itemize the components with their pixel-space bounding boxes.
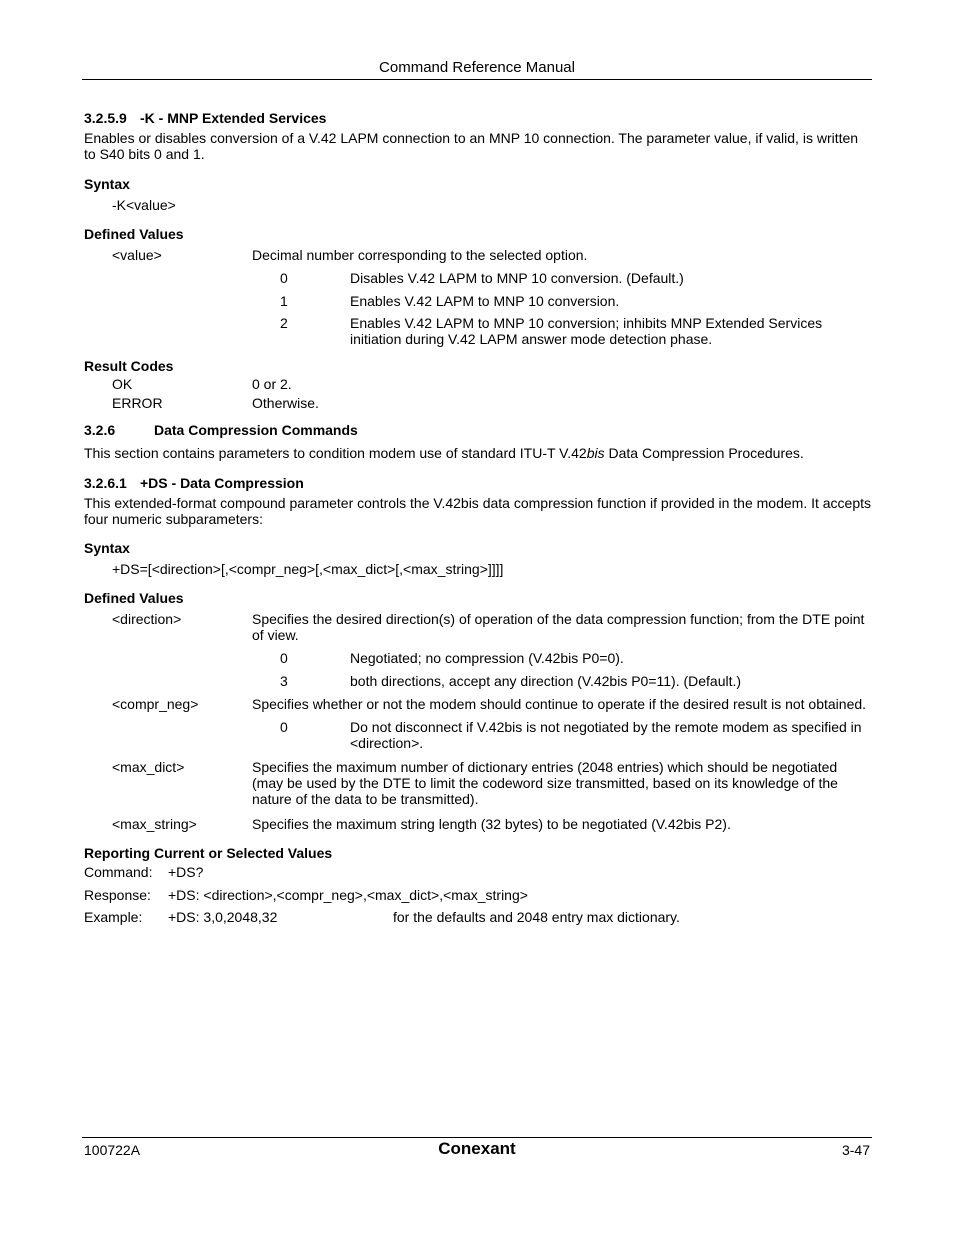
result-code: ERROR	[112, 395, 163, 411]
response-value: +DS: <direction>,<compr_neg>,<max_dict>,<max_string>	[168, 887, 528, 903]
defined-value-row	[84, 247, 872, 263]
section-number: 3.2.6	[84, 422, 116, 438]
syntax-heading: Syntax	[84, 176, 130, 192]
section-number: 3.2.5.9	[84, 110, 127, 126]
response-label: Response:	[84, 887, 151, 903]
header-rule	[82, 79, 872, 80]
syntax-text: +DS=[<direction>[,<compr_neg>[,<max_dict>[,<max_string>]]]]	[112, 561, 504, 577]
reporting-row	[84, 864, 872, 880]
footer-rule	[82, 1137, 872, 1138]
reporting-row	[84, 887, 872, 903]
option-row	[84, 315, 872, 347]
page-content	[84, 110, 872, 925]
option-row	[84, 650, 872, 666]
direction-description: Specifies the desired direction(s) of operation of the data compression function; from the DTE point of view.	[252, 611, 865, 643]
defined-values-heading: Defined Values	[84, 226, 184, 242]
option-value: Disables V.42 LAPM to MNP 10 conversion. (Default.)	[350, 270, 684, 286]
option-row	[84, 293, 872, 309]
max-string-description: Specifies the maximum string length (32 bytes) to be negotiated (V.42bis P2).	[252, 816, 731, 832]
command-label: Command:	[84, 864, 153, 880]
section-heading-326	[84, 422, 872, 438]
syntax-heading: Syntax	[84, 540, 130, 556]
section-intro: This extended-format compound parameter controls the V.42bis data compression function if provided in the modem. It accepts four numeric subparameters:	[84, 495, 872, 527]
direction-label: <direction>	[112, 611, 182, 627]
option-value: Enables V.42 LAPM to MNP 10 conversion; inhibits MNP Extended Services initiation during V.42 LAPM answer mode detection phase.	[350, 315, 823, 347]
section-number: 3.2.6.1	[84, 475, 127, 491]
option-row	[84, 719, 872, 751]
intro-text-end: Data Compression Procedures.	[604, 445, 804, 461]
page-header-title: Command Reference Manual	[379, 59, 575, 76]
result-codes-heading: Result Codes	[84, 358, 174, 374]
option-key: 0	[280, 270, 288, 286]
result-row	[84, 395, 872, 411]
option-key: 1	[280, 293, 288, 309]
example-value: +DS: 3,0,2048,32	[168, 909, 278, 925]
result-code: OK	[112, 376, 133, 392]
section-intro	[84, 445, 872, 461]
value-description: Decimal number corresponding to the selected option.	[252, 247, 588, 263]
value-label: <value>	[112, 247, 162, 263]
option-row	[84, 673, 872, 689]
reporting-heading: Reporting Current or Selected Values	[84, 845, 333, 861]
compr-neg-label: <compr_neg>	[112, 696, 199, 712]
example-label: Example:	[84, 909, 143, 925]
intro-italic: bis	[586, 445, 605, 461]
max-dict-description: Specifies the maximum number of dictionary entries (2048 entries) which should be negotiated (may be used by the DTE to limit the codeword size transmitted, based on its knowledge of the nature of the data to be transmitted).	[252, 759, 838, 807]
footer-company: Conexant	[438, 1139, 516, 1158]
section-title: -K - MNP Extended Services	[140, 110, 327, 126]
defined-values-heading: Defined Values	[84, 590, 184, 606]
max-dict-label: <max_dict>	[112, 759, 185, 775]
section-intro: Enables or disables conversion of a V.42 LAPM connection to an MNP 10 connection. The parameter value, if valid, is written to S40 bits 0 and 1.	[84, 130, 859, 162]
section-heading-3259	[84, 110, 872, 126]
max-string-label: <max_string>	[112, 816, 197, 832]
section-heading-3261	[84, 475, 872, 491]
footer-doc-number: 100722A	[84, 1142, 141, 1158]
defined-value-row	[84, 816, 872, 832]
footer-page-number: 3-47	[841, 1142, 870, 1158]
command-value: +DS?	[168, 864, 204, 880]
option-value: Do not disconnect if V.42bis is not negotiated by the remote modem as specified in <direction>.	[350, 719, 862, 751]
option-row	[84, 270, 872, 286]
defined-value-row	[84, 611, 872, 643]
option-key: 0	[280, 719, 288, 735]
option-value: Negotiated; no compression (V.42bis P0=0).	[350, 650, 624, 666]
compr-neg-description: Specifies whether or not the modem should continue to operate if the desired result is not obtained.	[252, 696, 867, 712]
defined-value-row	[84, 696, 872, 712]
section-title: +DS - Data Compression	[140, 475, 304, 491]
defined-value-row	[84, 759, 872, 807]
option-key: 0	[280, 650, 288, 666]
result-description: 0 or 2.	[252, 376, 292, 392]
result-row	[84, 376, 872, 392]
result-description: Otherwise.	[252, 395, 319, 411]
option-key: 3	[280, 673, 288, 689]
option-value: both directions, accept any direction (V.42bis P0=11). (Default.)	[350, 673, 742, 689]
intro-text: This section contains parameters to condition modem use of standard ITU-T V.42	[84, 445, 587, 461]
option-key: 2	[280, 315, 288, 331]
reporting-row	[84, 909, 872, 925]
option-value: Enables V.42 LAPM to MNP 10 conversion.	[350, 293, 620, 309]
example-comment: for the defaults and 2048 entry max dictionary.	[393, 909, 680, 925]
syntax-text: -K<value>	[112, 197, 176, 213]
section-title: Data Compression Commands	[154, 422, 358, 438]
